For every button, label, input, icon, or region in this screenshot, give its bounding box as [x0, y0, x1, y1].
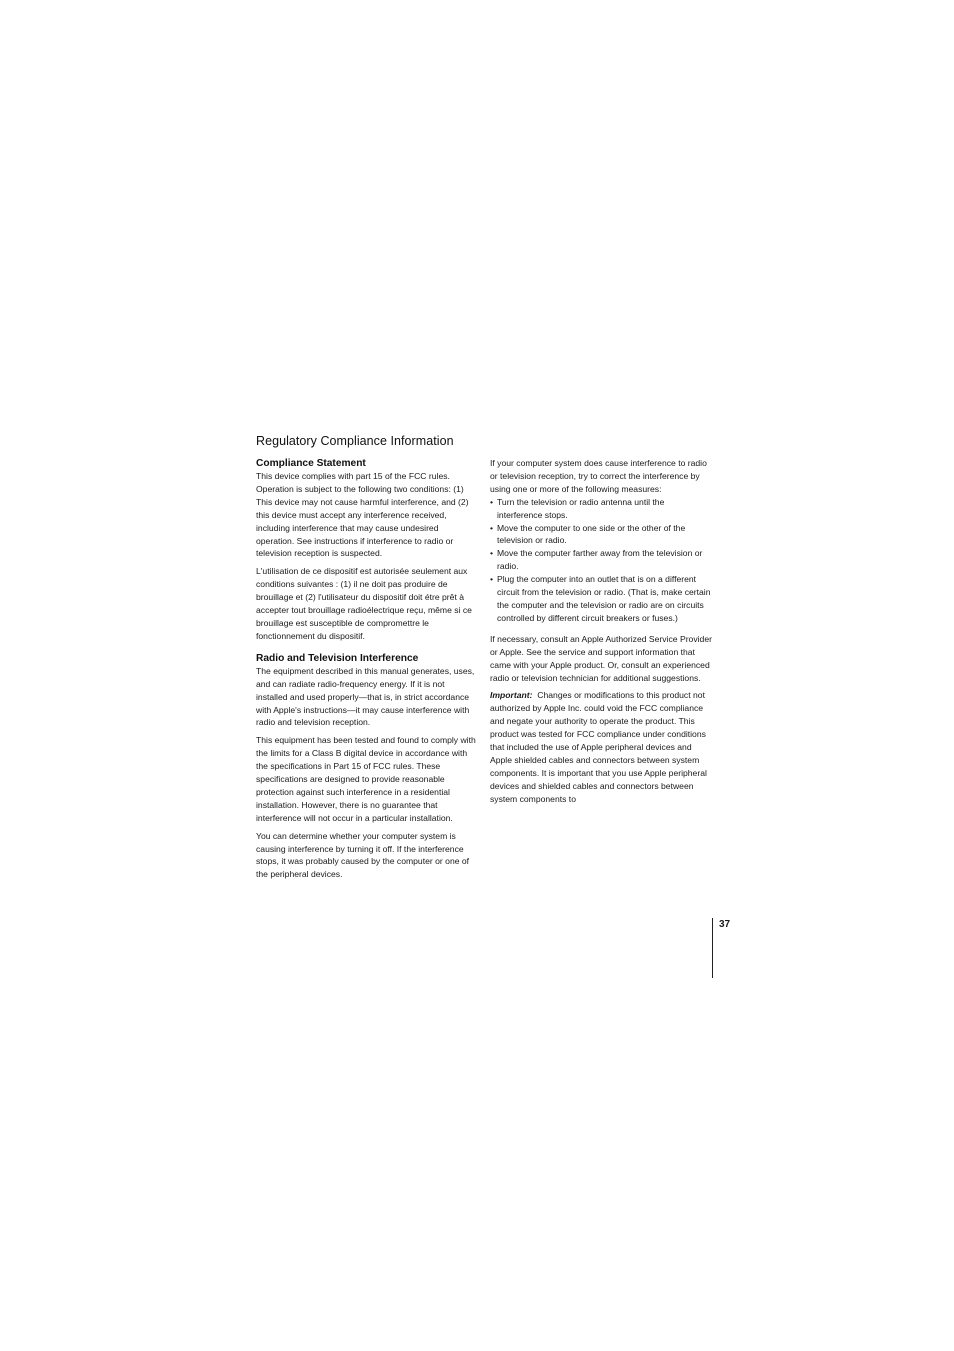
important-label: Important:: [490, 690, 533, 701]
page-number-rule: [712, 918, 713, 978]
interference-paragraph-3: You can determine whether your computer system is causing interference by turning it off. If the interference stops, it was probably caused by the computer or one of the peripheral devices.: [256, 830, 470, 880]
french-compliance-text: L'utilisation de ce dispositif est autorisée seulement aux conditions suivantes : (1) il ne doit pas produire de brouillage et (2) l'utilisateur du dispositif doit étre prêt à accepter tout brouillage radioélectrique reçu, même si ce brouillage est susceptible de compromettre le fonctionnement du dispositif.: [256, 566, 472, 641]
right-column: [490, 457, 712, 811]
important-text: Changes or modifications to this product not authorized by Apple Inc. could void the FCC compliance and negate your authority to operate the product. This product was tested for FCC compliance under conditions that included the use of Apple peripheral devices and Apple shielded cables and connectors between system components. It is important that you use Apple peripheral devices and shielded cables and connectors between system components to: [490, 690, 707, 804]
radio-tv-interference-heading: Radio and Television Interference: [256, 652, 419, 664]
list-item: • Turn the television or radio antenna until the interference stops.: [490, 496, 712, 522]
interference-paragraph-2: This equipment has been tested and found to comply with the limits for a Class B digital device in accordance with the specifications in Part 15 of FCC rules. These specifications are designed to provide reasonable protection against such interference in a residential installation. However, there is no guarantee that interference will not occur in a particular installation.: [256, 735, 476, 823]
interference-paragraph-1: The equipment described in this manual generates, uses, and can radiate radio-frequency energy. If it is not installed and used properly—that is, in strict accordance with Apple's instructions—it may cause interference with radio and television reception.: [256, 665, 475, 728]
compliance-statement-text: This device complies with part 15 of the FCC rules. Operation is subject to the following two conditions: (1) This device may not cause harmful interference, and (2) this device must accept any interference received, including interference that may cause undesired operation. See instructions if interference to radio or television reception is suspected.: [256, 471, 469, 559]
section-title: Regulatory Compliance Information: [256, 434, 454, 448]
list-item: • Move the computer farther away from the television or radio.: [490, 547, 712, 573]
list-item: • Plug the computer into an outlet that is on a different circuit from the television or radio. (That is, make certain the computer and the television or radio are on circuits controlled by different circuit breakers or fuses.): [490, 573, 712, 625]
compliance-statement-heading: Compliance Statement: [256, 458, 366, 469]
correction-measures-list: [490, 496, 712, 625]
page-number: 37: [719, 919, 731, 930]
list-item: • Move the computer to one side or the other of the television or radio.: [490, 522, 712, 548]
left-column: [256, 457, 478, 886]
correction-intro: If your computer system does cause interference to radio or television reception, try to correct the interference by using one or more of the following measures:: [490, 458, 707, 494]
consult-paragraph: If necessary, consult an Apple Authorized Service Provider or Apple. See the service and support information that came with your Apple product. Or, consult an experienced radio or television technician for additional suggestions.: [490, 633, 712, 683]
important-paragraph: [490, 689, 712, 805]
